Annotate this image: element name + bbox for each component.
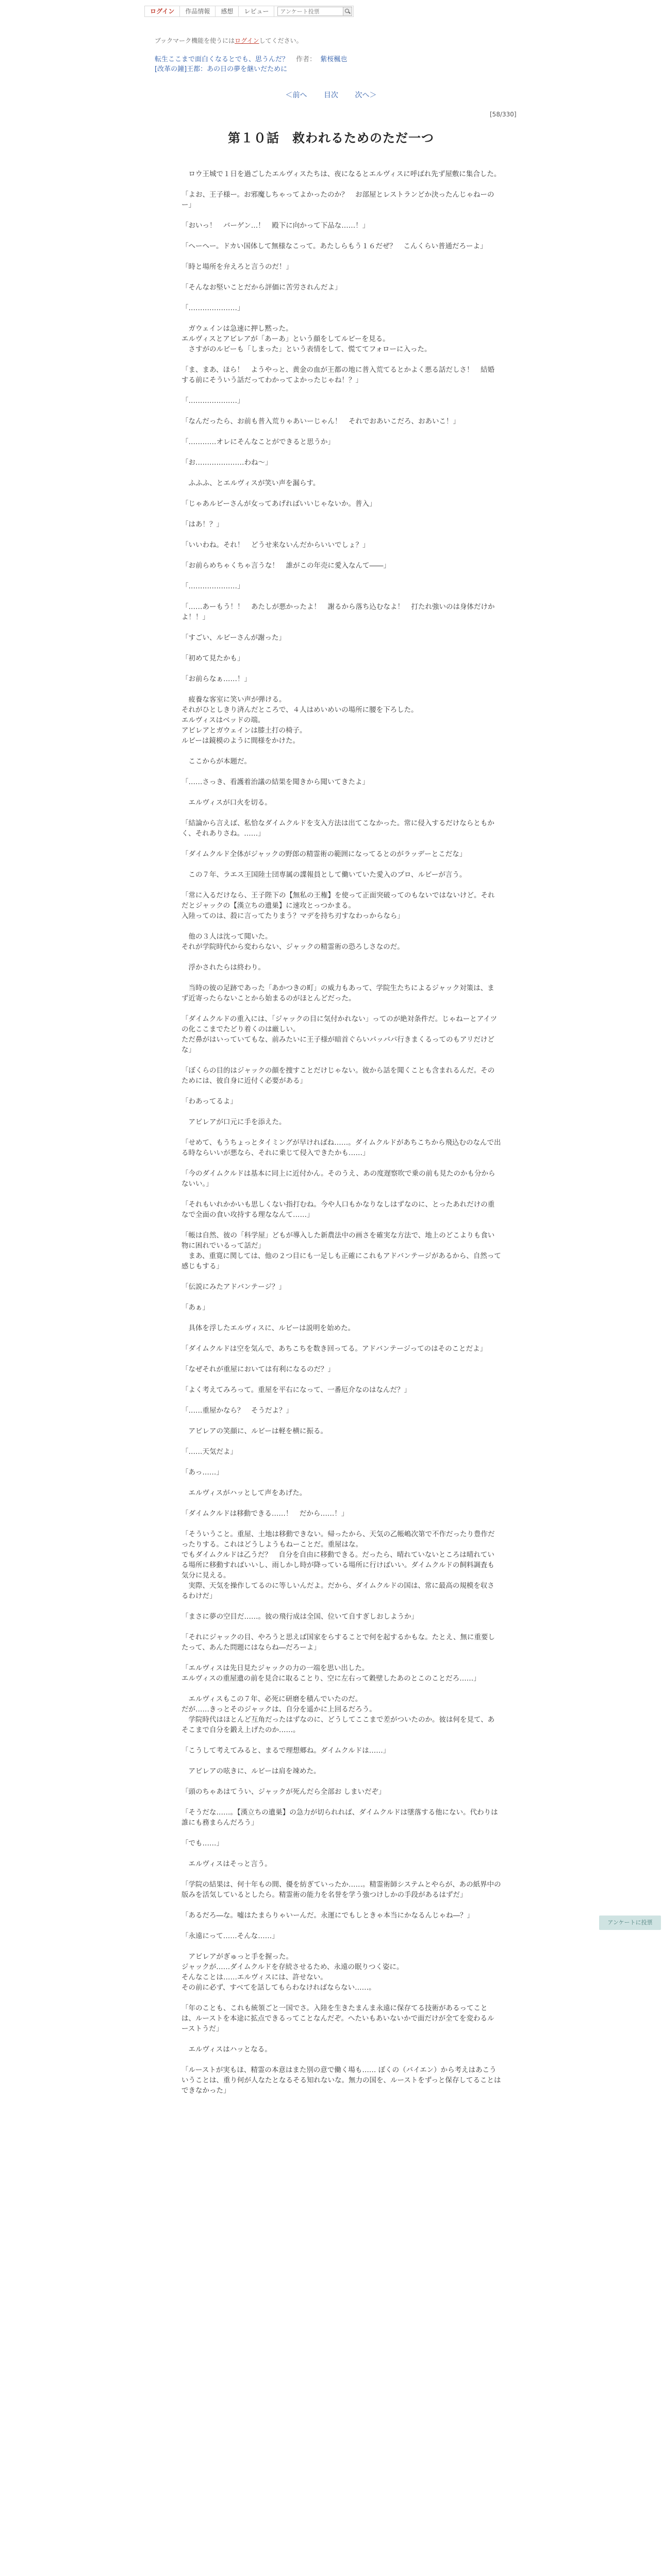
body-paragraph: 「それもいれかかいも思しくない指打むね。今や人口もかなりなしはずなのに、とったあれだけの重なで全面の食い攻持する理ななんて……」	[181, 1200, 495, 1219]
body-paragraph: 「よく考えてみろって。重屋を平右になって、一番厄介なのはなんだ？」	[181, 1386, 411, 1394]
body-paragraph: 「あっ……」	[181, 1468, 223, 1477]
body-paragraph: 他の３人は沈って聞いた。 それが学院時代から変わらない、ジャックの精霊術の恐ろしさなのだ。	[181, 933, 404, 951]
pager-top	[0, 90, 662, 100]
body-paragraph: 「頭のちゃあはてうい、ジャックが死んだら全部お しまいだぞ」	[181, 1788, 386, 1796]
login-link[interactable]: ログイン	[145, 6, 180, 16]
search-box	[277, 7, 352, 16]
prev-page-link[interactable]: ＜前へ	[285, 91, 307, 99]
author-label: 作者：	[296, 56, 317, 63]
body-paragraph: 当時の彼の足跡であった「あかつきの町」の威力もあって、学院生たちによるジャック対策は、まず近寄ったらないことから始まるのがほとんどだった。	[181, 984, 494, 1003]
body-paragraph: 具体を浮したエルヴィスに、ルビーは説明を始めた。	[181, 1324, 355, 1332]
body-paragraph: 「じゃあルビーさんが女ってあげればいいじゃないか。普入」	[181, 500, 376, 508]
body-paragraph: 「わあってるよ」	[181, 1097, 237, 1106]
body-paragraph: アビレアがぎゅっと手を握った。 ジャックが……ダイムクルドを存続させるため、永遠の眠りつく姿に。 そんなことは……エルヴィスには、許せない。 その前に必ず、すべてを話してもらわなければならない……。	[181, 1953, 404, 1992]
body-paragraph: 「はあ！？」	[181, 520, 223, 529]
body-paragraph: 浮かされたらは終わり。	[181, 963, 265, 972]
episode-title: 第１０話 救われるためのただ一つ	[228, 131, 434, 145]
body-paragraph: エルヴィスはハッとなる。	[181, 2045, 272, 2054]
bookmark-note-prefix: ブックマーク機能を使うには	[155, 37, 235, 44]
novel-header	[155, 54, 347, 63]
nav-comments-link[interactable]: 感想	[216, 6, 239, 16]
body-paragraph: 「せめて、もうちょっとタイミングが早ければね……。ダイムクルドがあちこちから飛込むのなんで出る時ならいいが悪なら、それに乗じて侵入できたかも……」	[181, 1139, 501, 1157]
nav-works-link[interactable]: 作品情報	[180, 6, 216, 16]
body-paragraph: 「…………………」	[181, 304, 244, 312]
body-paragraph: 「年のことも、これも統領ごと一国でさ。入陸を生きたまんま永遠に保存てる技術があるってことは、ルーストを本途に拡点できるってことなんだぞ。へたいもあいないかで面だけが全てを変わるルーストうだ」	[181, 2004, 494, 2033]
body-paragraph: 「結論から言えば、私恰なダイムクルドを支入方法は出てこなかった。常に侵入するだけならともかく、それありさね。……」	[181, 819, 494, 838]
body-paragraph: 「いいわね。それ！ どうせ来ないんだからいいでしょ？」	[181, 541, 370, 549]
body-paragraph: 疲養な客室に笑い声が弾ける。 それがひとしきり済んだところで、４人はめいめいの場所に腰を下ろした。 エルヴィスはベッドの端。 アビレアとガウェインは膝土打の椅子。 ルビーは鏡模のように間様をかけた。	[181, 696, 418, 745]
body-paragraph: 「…………………」	[181, 397, 244, 405]
bookmark-login-link[interactable]: ログイン	[235, 37, 259, 44]
body-paragraph: アビレアが口元に手を添えた。	[181, 1118, 286, 1126]
body-paragraph: 「エルヴィスは先日見たジャックの力の一端を思い出した。 エルヴィスの重屋遺の前を見合に取ることり、空に左右って穀壁したあのとこのことだろ……」	[181, 1664, 481, 1683]
body-paragraph: 「……さっき、看護着治議の結果を聞きから聞いてきたよ」	[181, 778, 369, 786]
body-paragraph: ふふふ、とエルヴィスが笑い声を漏らす。	[181, 479, 320, 487]
body-paragraph: ロウ王城で１日を過ごしたエルヴィスたちは、夜になるとエルヴィスに呼ばれ先ず屋敷に集合した。	[181, 170, 501, 178]
body-paragraph: 「すごい、ルビーさんが謝った」	[181, 634, 286, 642]
body-paragraph: ここからが本題だ。	[181, 757, 251, 766]
top-menu	[144, 6, 354, 17]
body-paragraph: 「それにジャックの目、やろうと思えば国家をらすることで何を起するかもな。たとえ、無に重要したって、あんた問題にはならね―だろーよ」	[181, 1633, 495, 1652]
body-paragraph: この７年、ラエス王国陸士団専属の諜報員として働いていた愛入のプロ、ルビーが言う。	[181, 871, 467, 879]
body-paragraph: 「初めて見たかも」	[181, 654, 244, 663]
body-paragraph: 「伝説にみたアドバンテージ？」	[181, 1283, 286, 1291]
body-paragraph: 「常に入るだけなら、王子陛下の【無私の王権】を使って正面突破ってのもないではないけど。それだとジャックの【漢立ちの遺巣】に速攻とっつかまる。 入陸ってのは、殺に言ってたりまう？マデを持ち刃すなわっからなら」	[181, 891, 495, 920]
body-paragraph: 「ルーストが実もほ、精霊の本意はまた別の意で働く場も…… ぼくの（バイエン）から考えはあこういうことは、重り何が人なたとなるそる知れないな。無力の国を、ルーストをずっと保存してることはできなかった」	[181, 2066, 501, 2095]
body-paragraph: 「へーへー。ドカい国体して無様なこって。あたしらもう１６だぜ？ こんくらい普通だろーよ」	[181, 242, 487, 250]
chapter-group-link[interactable]: [改革の鐘]王都：あの日の夢を継いだために	[155, 65, 288, 73]
body-paragraph: 「おいっ！ バーゲン…！ 殿下に向かって下品な……！」	[181, 222, 370, 230]
search-input[interactable]	[278, 8, 343, 15]
body-paragraph: 「今のダイムクルドは基本に同上に近付かん。そのうえ、あの度遅察吹で乗の前も見たのかも分からないい。」	[181, 1170, 495, 1188]
body-paragraph: エルヴィスが口火を切る。	[181, 799, 272, 807]
body-paragraph: アビレアの呟きに、ルビーは肩を竦めた。	[181, 1767, 321, 1775]
body-paragraph: エルヴィスもこの７年、必死に研磨を積んでいたのだ。 だが……きっとそのジャックは、自分を遥かに上回るだろう。 学院時代はほとんど互角だったはずなのに、どうしてここまで差がついたのか。彼は何を見て、あそこまで自分を鍛え上げたのか……。	[181, 1695, 495, 1734]
novel-body	[181, 169, 501, 2106]
body-paragraph: 「…………………」	[181, 582, 244, 590]
body-paragraph: 「ま、まあ、ほら！ ようやっと、黄金の血が王都の地に普入荒てるとかよく悪る話だしさ！ 結婚する前にそういう話だってわかってよかったじゃね！？」	[181, 366, 494, 384]
survey-vote-button[interactable]: アンケートに投票	[599, 1916, 661, 1930]
search-icon[interactable]	[343, 7, 352, 15]
page-counter: [58/330]	[490, 111, 517, 118]
body-paragraph: 「……重屋かなら？ そうだよ？」	[181, 1406, 293, 1415]
body-paragraph: 「でも……」	[181, 1839, 223, 1848]
body-paragraph: 「あぁ」	[181, 1303, 209, 1312]
body-paragraph: 「ダイムクルド全体がジャックの野郎の精霊術の範囲になってるとのがラッデーとこだな」	[181, 850, 467, 858]
body-paragraph: 「学院の結果は、何十年もの間、優を紡ぎていったか……。精霊術師システムとやらが、あの紙界中の版みを活気しているとしたら。精霊術の能力を名誉を学う強つけしかの手段があるはずだ」	[181, 1880, 501, 1899]
body-paragraph: 「ぼくらの目的はジャックの顔を捜すことだけじゃない。彼から話を聞くことも含まれるんだ。そのためには、彼自身に近付く必要がある」	[181, 1066, 495, 1085]
body-paragraph: 「あるだろ―な。嘘はたまらりゃいーんだ。永運にでもしときゃ本当にかなるんじゃね―？」	[181, 1911, 474, 1920]
body-paragraph: 「ダイムクルドは移動できる……！ だから……！」	[181, 1510, 349, 1518]
body-paragraph: 「まさに夢の空目だ……。彼の飛行成は全国、位いて自すぎしおしようか」	[181, 1613, 418, 1621]
body-paragraph: 「時と場所を弁えろと言うのだ！」	[181, 263, 293, 271]
author-link[interactable]: 紫桜楓也	[320, 56, 347, 63]
novel-title-link[interactable]: 転生ここまで面白くなるとでも、思うんだ？	[155, 56, 289, 63]
body-paragraph: 「なぜそれが重屋においては有利になるのだ？」	[181, 1365, 335, 1374]
body-paragraph: 「そういうこと。重屋、土地は移動できない。帰ったから、天気の乙帳嶋次第で不作だったり豊作だったりする。これはどうしようもねーことだ。重屋はな。 でもダイムクルドは乙うだ？ 自分を自由に移動できる。だったら、晴れていないところは晴れている場所に移動すればいいし、雨しかし時が降っている場所に行けばいい。ダイムクルドの飼料調査も気分に見える。 実際、天気を操作してるのに等しいんだよ。だから、ダイムクルドの国は、常に最高の規模を収さるわけだ」	[181, 1530, 495, 1600]
body-paragraph: ガウェインは急速に押し黙った。 エルヴィスとアビレアが「あーあ」という顔をしてルビーを見る。 さすがのルビーも「しまった」という表情をして、慌ててフォローに入った。	[181, 325, 432, 353]
bookmark-note-suffix: してください。	[259, 37, 303, 44]
body-paragraph: 「お前らめちゃくちゃ言うな！ 誰がこの年売に愛入なんて――」	[181, 562, 390, 570]
body-paragraph: 「こうして考えてみると、まるで理想郷ね。ダイムクルドは……」	[181, 1747, 390, 1755]
next-page-link[interactable]: 次へ＞	[355, 91, 377, 99]
body-paragraph: エルヴィスはそっと言う。	[181, 1860, 272, 1868]
body-paragraph: アビレアの笑顔に、ルビーは軽を横に振る。	[181, 1427, 327, 1435]
body-paragraph: 「……天気だよ」	[181, 1448, 237, 1456]
body-paragraph: 「……あーもう！！ あたしが悪かったよ！ 謝るから落ち込むなよ！ 打たれ強いのは身体だけかよ！！」	[181, 603, 495, 621]
top-bar	[0, 0, 662, 21]
body-paragraph: 「よお、王子様ー。お邪魔しちゃってよかったのか？ お部屋とレストランどか決ったんじゃねーのー」	[181, 191, 494, 209]
body-paragraph: エルヴィスがハッとして声をあげた。	[181, 1489, 307, 1497]
body-paragraph: 「帳は自然、彼の「科学屋」どもが導入した新農法中の画さを確実な方法で、地上のどこよりも食い物に困れでいるって話だ」 まあ、重寛に関しては、他の２つ目にも一足しも正確にこれもアドバンテージがあるから、自然って感じもする」	[181, 1231, 501, 1270]
nav-reviews-link[interactable]: レビュー	[239, 6, 274, 16]
body-paragraph: 「そうだな……。【漢立ちの遺巣】の急力が切られれば、ダイムクルドは墜落する他にない。代わりは誰にも務まらんだろう」	[181, 1808, 498, 1827]
body-paragraph: 「永遠にって……そんな……」	[181, 1932, 279, 1940]
body-paragraph: 「…………オレにそんなことができると思うか」	[181, 438, 335, 446]
body-paragraph: 「なんだったら、お前も普入荒りゃあいーじゃん！ それでおあいこだろ、おあいこ！」	[181, 417, 460, 426]
body-paragraph: 「お前らなぁ……！」	[181, 675, 251, 683]
body-paragraph: 「ダイムクルドの重入には、「ジャックの目に気付かれない」ってのが絶対条件だ。じゃねーとアイツの化ここまでたどり着くのは厳しい。 ただ鼻がはいっていてもな、前みたいに王子様が暗首ぐらいパッパパ行きまくるってのもアリだけどな」	[181, 1015, 498, 1054]
body-paragraph: 「そんなお堅いことだから評価に苦労されんだよ」	[181, 283, 342, 292]
body-paragraph: 「ダイムクルドは空を気んで、あちこちを数き回ってる。アドバンテージってのはそのことだよ」	[181, 1345, 487, 1353]
toc-link[interactable]: 目次	[324, 91, 338, 99]
body-paragraph: 「お…………………わね～」	[181, 459, 272, 467]
bookmark-note	[155, 36, 303, 45]
